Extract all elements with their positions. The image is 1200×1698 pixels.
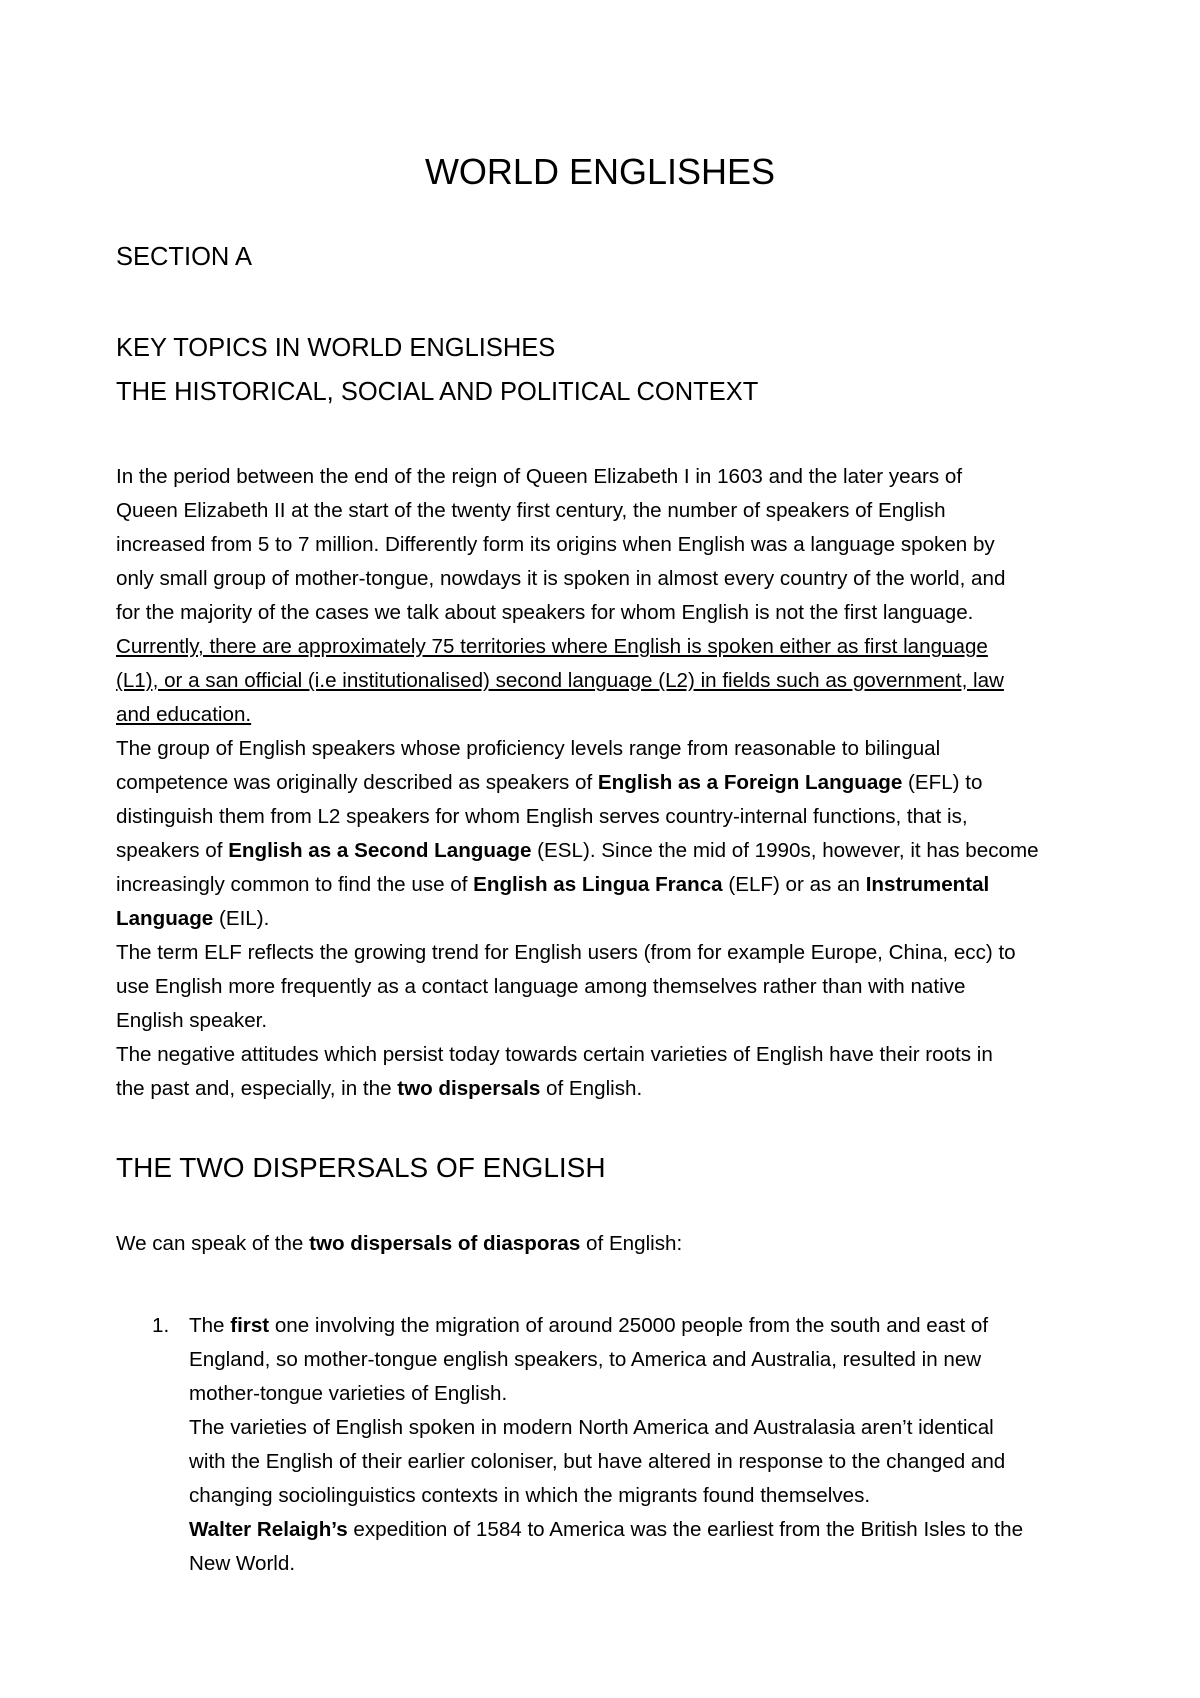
text-line: only small group of mother-tongue, nowdays it is spoken in almost every country of the world, and [116, 567, 1006, 590]
text-line: English speaker. [116, 1009, 268, 1032]
text-line: The negative attitudes which persist today towards certain varieties of English have their roots in [116, 1043, 993, 1066]
paragraph-efl-esl [116, 732, 1096, 936]
paragraph-intro [116, 460, 1096, 732]
underlined-text-line: and education. [116, 703, 252, 726]
text-line: New World. [189, 1552, 296, 1575]
list-item [189, 1309, 1023, 1581]
text-line: distinguish them from L2 speakers for whom English serves country-internal functions, that is, [116, 805, 968, 828]
text-line: increased from 5 to 7 million. Differently form its origins when English was a language spoken by [116, 533, 995, 556]
bold-term: English as Lingua Franca [473, 873, 723, 896]
bold-term: Walter Relaigh’s [189, 1518, 348, 1541]
underlined-text-line: Currently, there are approximately 75 territories where English is spoken either as first language [116, 635, 988, 658]
text-line: competence was originally described as speakers of English as a Foreign Language (EFL) to [116, 771, 983, 794]
bold-term: English as a Second Language [228, 839, 532, 862]
text-line: speakers of English as a Second Language (ESL). Since the mid of 1990s, however, it has become [116, 839, 1039, 862]
dispersals-heading: THE TWO DISPERSALS OF ENGLISH [116, 1152, 606, 1183]
text-line: The varieties of English spoken in modern North America and Australasia aren’t identical [189, 1416, 994, 1439]
text-line: increasingly common to find the use of English as Lingua Franca (ELF) or as an Instrumental [116, 873, 990, 896]
text-line: Queen Elizabeth II at the start of the twenty first century, the number of speakers of English [116, 499, 946, 522]
text-line: The group of English speakers whose proficiency levels range from reasonable to bilingual [116, 737, 941, 760]
document-title: WORLD ENGLISHES [424, 151, 776, 192]
bold-term: Language [116, 907, 214, 930]
text-line: England, so mother-tongue english speakers, to America and Australia, resulted in new [189, 1348, 982, 1371]
underlined-text-line: (L1), or a san official (i.e institutionalised) second language (L2) in fields such as government, law [116, 669, 1004, 692]
list-number: 1. [152, 1314, 170, 1337]
text-line: In the period between the end of the reign of Queen Elizabeth I in 1603 and the later years of [116, 465, 963, 488]
text-line: mother-tongue varieties of English. [189, 1382, 508, 1405]
topic-heading: KEY TOPICS IN WORLD ENGLISHES [116, 334, 556, 362]
context-heading: THE HISTORICAL, SOCIAL AND POLITICAL CONTEXT [116, 378, 759, 406]
text-line: changing sociolinguistics contexts in which the migrants found themselves. [189, 1484, 871, 1507]
paragraph-attitudes [116, 1038, 1096, 1106]
text-line: The first one involving the migration of around 25000 people from the south and east of [189, 1314, 989, 1337]
text-line: the past and, especially, in the two dispersals of English. [116, 1077, 643, 1100]
bold-term: English as a Foreign Language [597, 771, 903, 794]
bold-term: two dispersals of diasporas [309, 1232, 581, 1255]
paragraph-elf [116, 936, 1096, 1038]
bold-term: Instrumental [865, 873, 990, 896]
text-line: with the English of their earlier coloniser, but have altered in response to the changed and [189, 1450, 1006, 1473]
text-line: We can speak of the two dispersals of diasporas of English: [116, 1232, 683, 1255]
text-line: for the majority of the cases we talk about speakers for whom English is not the first language. [116, 601, 974, 624]
text-line: Walter Relaigh’s expedition of 1584 to America was the earliest from the British Isles to the [189, 1518, 1024, 1541]
text-line: use English more frequently as a contact language among themselves rather than with native [116, 975, 966, 998]
section-heading: SECTION A [116, 243, 253, 271]
bold-term: first [230, 1314, 270, 1337]
bold-term: two dispersals [397, 1077, 541, 1100]
text-line: Language (EIL). [116, 907, 270, 930]
paragraph-diasporas [116, 1227, 1096, 1261]
text-line: The term ELF reflects the growing trend for English users (from for example Europe, China, ecc) to [116, 941, 1016, 964]
